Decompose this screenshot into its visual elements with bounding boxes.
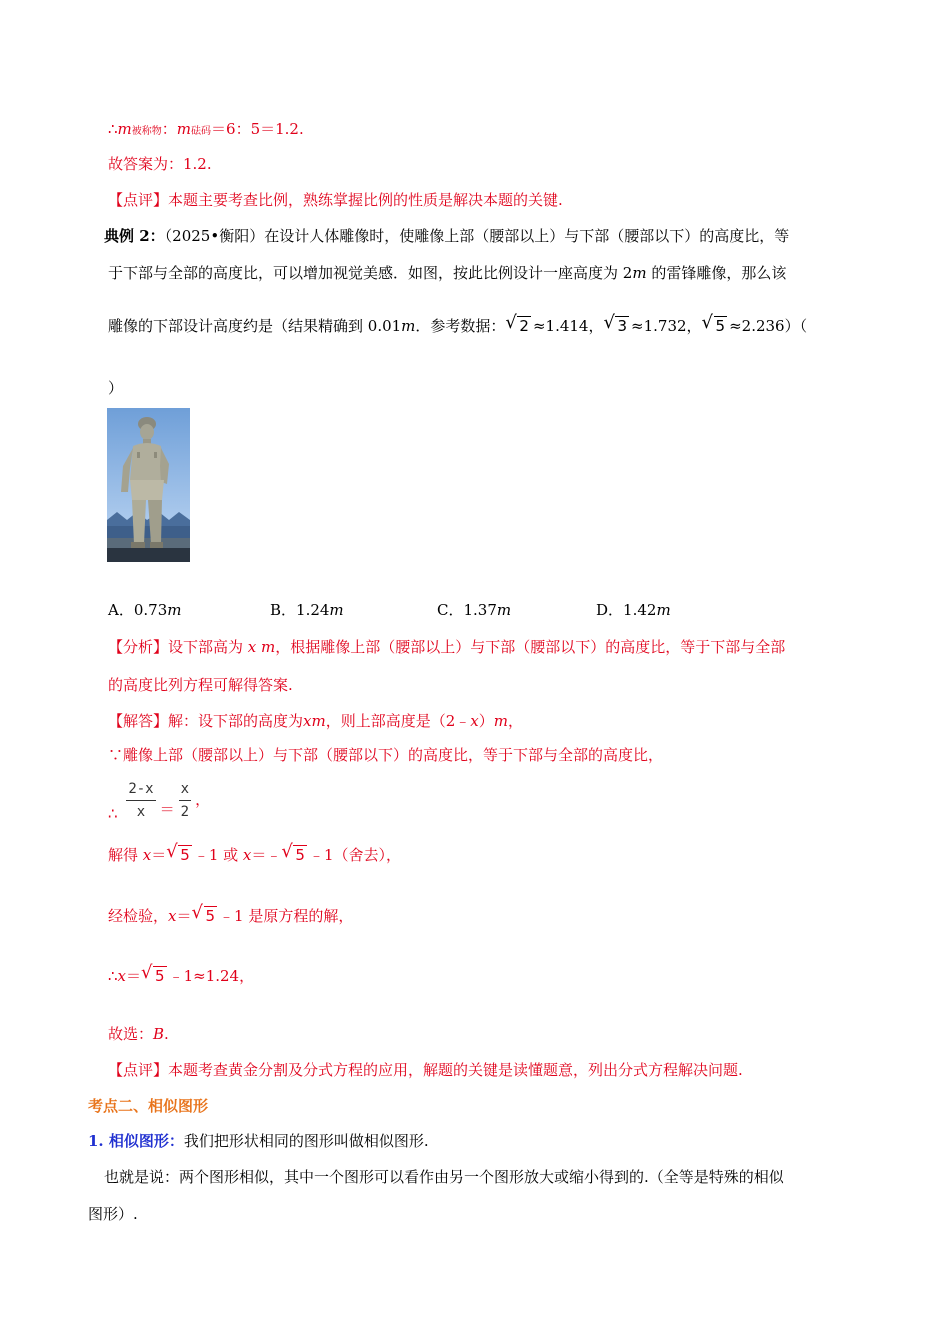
solution-line-5: 经检验，x＝√ 5 ﹣1 是原方程的解， [108,906,353,926]
choice-line: 故选：B. [108,1025,169,1043]
example-label: 典例 2： [104,227,165,245]
example-text: 的雷锋雕像，那么该 [646,264,787,282]
answer-line: 故答案为：1.2. [108,155,212,173]
definition-text: 我们把形状相同的图形叫做相似图形. [183,1132,429,1150]
variable-x: x [470,712,479,730]
solution-line-6: ∴x＝√ 5 ﹣1≈1.24， [108,966,254,986]
ref-value: ≈2.236）（ [729,317,808,335]
example-line-1 [104,226,789,246]
example-line-2 [108,263,786,283]
fraction-left: $\frac{2-x}{x}$ [126,778,155,823]
ratio-value: ＝6：5＝1.2. [211,120,304,138]
sqrt-5: √ 5 [702,316,728,336]
example-line-4: ） [108,379,124,397]
mass-subscript: 被称物 [131,126,162,137]
chosen-option: B [153,1025,165,1043]
example-text: 于下部与全部的高度比，可以增加视觉美感．如图，按此比例设计一座高度为 2 [108,264,633,282]
option-b: B．1.24m [270,601,344,619]
comment-line-2: 【点评】本题考查黄金分割及分式方程的应用，解题的关键是读懂题意，列出分式方程解决问题. [108,1061,743,1079]
comment-line: 【点评】本题主要考查比例，熟练掌握比例的性质是解决本题的关键. [108,191,563,209]
unit-m: m [493,712,508,730]
option-a: A．0.73m [108,601,182,619]
sqrt-5: √ 5 [141,966,167,986]
analysis-line-2: 的高度比列方程可解得答案. [108,676,293,694]
definition-line [88,1131,429,1151]
sqrt-5: √ 5 [281,845,307,865]
explanation-line-1: 也就是说：两个图形相似，其中一个图形可以看作由另一个图形放大或缩小得到的.（全等是特殊的相似 [104,1168,784,1186]
mass-symbol: m [117,120,132,138]
example-text: ．参考数据： [415,317,506,335]
ref-value: ≈1.414， [532,317,604,335]
therefore-symbol: ∴ [108,120,118,138]
variable-x: x m [247,638,276,656]
equals-sign: ＝ [159,800,175,819]
sqrt-5: √ 5 [166,845,192,865]
colon: ： [161,120,177,138]
solution-line-2: ∵雕像上部（腰部以上）与下部（腰部以下）的高度比，等于下部与全部的高度比， [108,746,664,764]
unit-m: m [632,264,647,282]
mass-subscript: 砝码 [191,126,212,137]
sqrt-3: √ 3 [603,316,629,336]
option-c: C．1.37m [437,601,512,619]
example-text: （2025•衡阳）在设计人体雕像时，使雕像上部（腰部以上）与下部（腰部以下）的高度比，等 [164,227,790,245]
solution-line-1: 【解答】解：设下部的高度为xm，则上部高度是（2﹣x）m， [108,712,523,730]
example-line-3 [108,316,807,336]
example-text: 雕像的下部设计高度约是（结果精确到 0.01 [108,317,402,335]
statue-image [107,408,190,562]
analysis-line-1: 【分析】设下部高为 x m，根据雕像上部（腰部以上）与下部（腰部以下）的高度比，等于下部与全部 [108,638,786,656]
solution-equation: ∴ $\frac{2-x}{x}$ ＝ $\frac{x}{2}$ ， [108,778,210,825]
ref-value: ≈1.732， [631,317,702,335]
therefore-symbol: ∴ [108,804,118,823]
unit-m: m [401,317,416,335]
sqrt-2: √ 2 [505,316,531,336]
explanation-line-2: 图形）. [88,1205,138,1223]
variable-x: xm [303,712,326,730]
section-title: 考点二、相似图形 [88,1097,209,1115]
definition-label: 1. 相似图形： [88,1132,184,1150]
option-d: D．1.42m [596,601,671,619]
ratio-result-line [108,119,304,142]
mass-symbol: m [176,120,192,138]
fraction-right: $\frac{x}{2}$ [179,778,191,823]
solution-line-4: 解得 x＝√ 5 ﹣1 或 x＝﹣√ 5 ﹣1（舍去）， [108,845,401,865]
sqrt-5: √ 5 [192,906,218,926]
